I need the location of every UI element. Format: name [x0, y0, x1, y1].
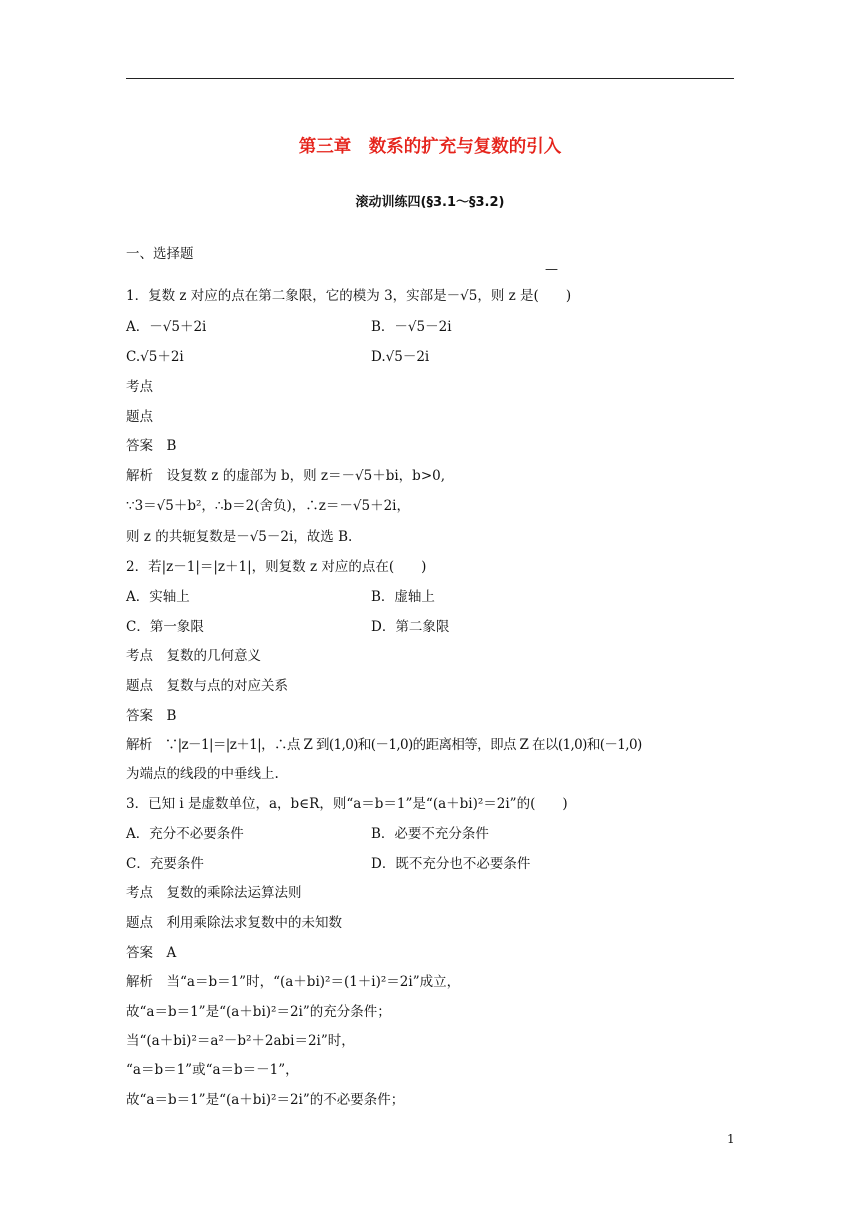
q3-option-c: C．充要条件 — [126, 856, 204, 872]
q2-tidian: 题点 复数与点的对应关系 — [126, 678, 288, 694]
q1-stem: 1．复数 z 对应的点在第二象限，它的模为 3，实部是－√5，则 z 是( ) — [126, 288, 572, 304]
q3-analysis-line-4: “a＝b＝1”或“a＝b＝－1”， — [126, 1062, 299, 1078]
q1-option-b: B．－√5－2i — [371, 319, 452, 335]
q2-answer: 答案 B — [126, 708, 177, 724]
q1-option-c: C.√5＋2i — [126, 349, 184, 365]
q3-option-d: D．既不充分也不必要条件 — [371, 856, 531, 872]
chapter-title: 第三章 数系的扩充与复数的引入 — [298, 137, 562, 157]
q2-kaodian: 考点 复数的几何意义 — [126, 648, 261, 664]
q3-analysis-line-5: 故“a＝b＝1”是“(a＋bi)²＝2i”的不必要条件； — [126, 1092, 405, 1108]
q3-analysis-line-2: 故“a＝b＝1”是“(a＋bi)²＝2i”的充分条件； — [126, 1004, 391, 1020]
q1-analysis-line-3: 则 z 的共轭复数是－√5－2i，故选 B. — [126, 529, 353, 545]
header-rule — [126, 78, 734, 79]
q2-analysis-line-2: 为端点的线段的中垂线上. — [126, 766, 279, 782]
q2-stem: 2．若|z－1|＝|z＋1|，则复数 z 对应的点在( ) — [126, 559, 427, 575]
q3-option-a: A．充分不必要条件 — [126, 826, 244, 842]
q1-tidian: 题点 — [126, 409, 153, 425]
conjugate-bar: — — [545, 262, 558, 277]
q1-analysis-line-1: 解析 设复数 z 的虚部为 b，则 z＝－√5＋bi，b>0, — [126, 468, 446, 484]
q2-option-a: A．实轴上 — [126, 589, 190, 605]
q3-analysis-line-3: 当“(a＋bi)²＝a²－b²＋2abi＝2i”时， — [126, 1033, 355, 1049]
q3-answer: 答案 A — [126, 945, 177, 961]
q2-analysis-line-1: 解析 ∵|z－1|＝|z＋1|，∴点 Z 到(1,0)和(－1,0)的距离相等，即点 Z 在以(1,0)和(－1,0) — [126, 737, 642, 753]
q3-tidian: 题点 利用乘除法求复数中的未知数 — [126, 915, 342, 931]
q1-kaodian: 考点 — [126, 379, 153, 395]
q2-option-c: C．第一象限 — [126, 619, 204, 635]
section-title: 一、选择题 — [126, 246, 194, 262]
q1-option-a: A．－√5＋2i — [126, 319, 207, 335]
q2-option-d: D．第二象限 — [371, 619, 450, 635]
q3-analysis-line-1: 解析 当“a＝b＝1”时，“(a＋bi)²＝(1＋i)²＝2i”成立， — [126, 974, 461, 990]
page-number: 1 — [727, 1132, 735, 1146]
exercise-subtitle: 滚动训练四(§3.1～§3.2) — [355, 195, 505, 210]
q1-option-d: D.√5－2i — [371, 349, 430, 365]
q3-kaodian: 考点 复数的乘除法运算法则 — [126, 885, 302, 901]
q3-stem: 3．已知 i 是虚数单位，a，b∈R，则“a＝b＝1”是“(a＋bi)²＝2i”的( ) — [126, 796, 568, 812]
q1-analysis-line-2: ∵3＝√5＋b²，∴b＝2(舍负)，∴z＝－√5＋2i， — [126, 498, 410, 514]
q3-option-b: B．必要不充分条件 — [371, 826, 489, 842]
q1-answer: 答案 B — [126, 438, 177, 454]
q2-option-b: B．虚轴上 — [371, 589, 435, 605]
